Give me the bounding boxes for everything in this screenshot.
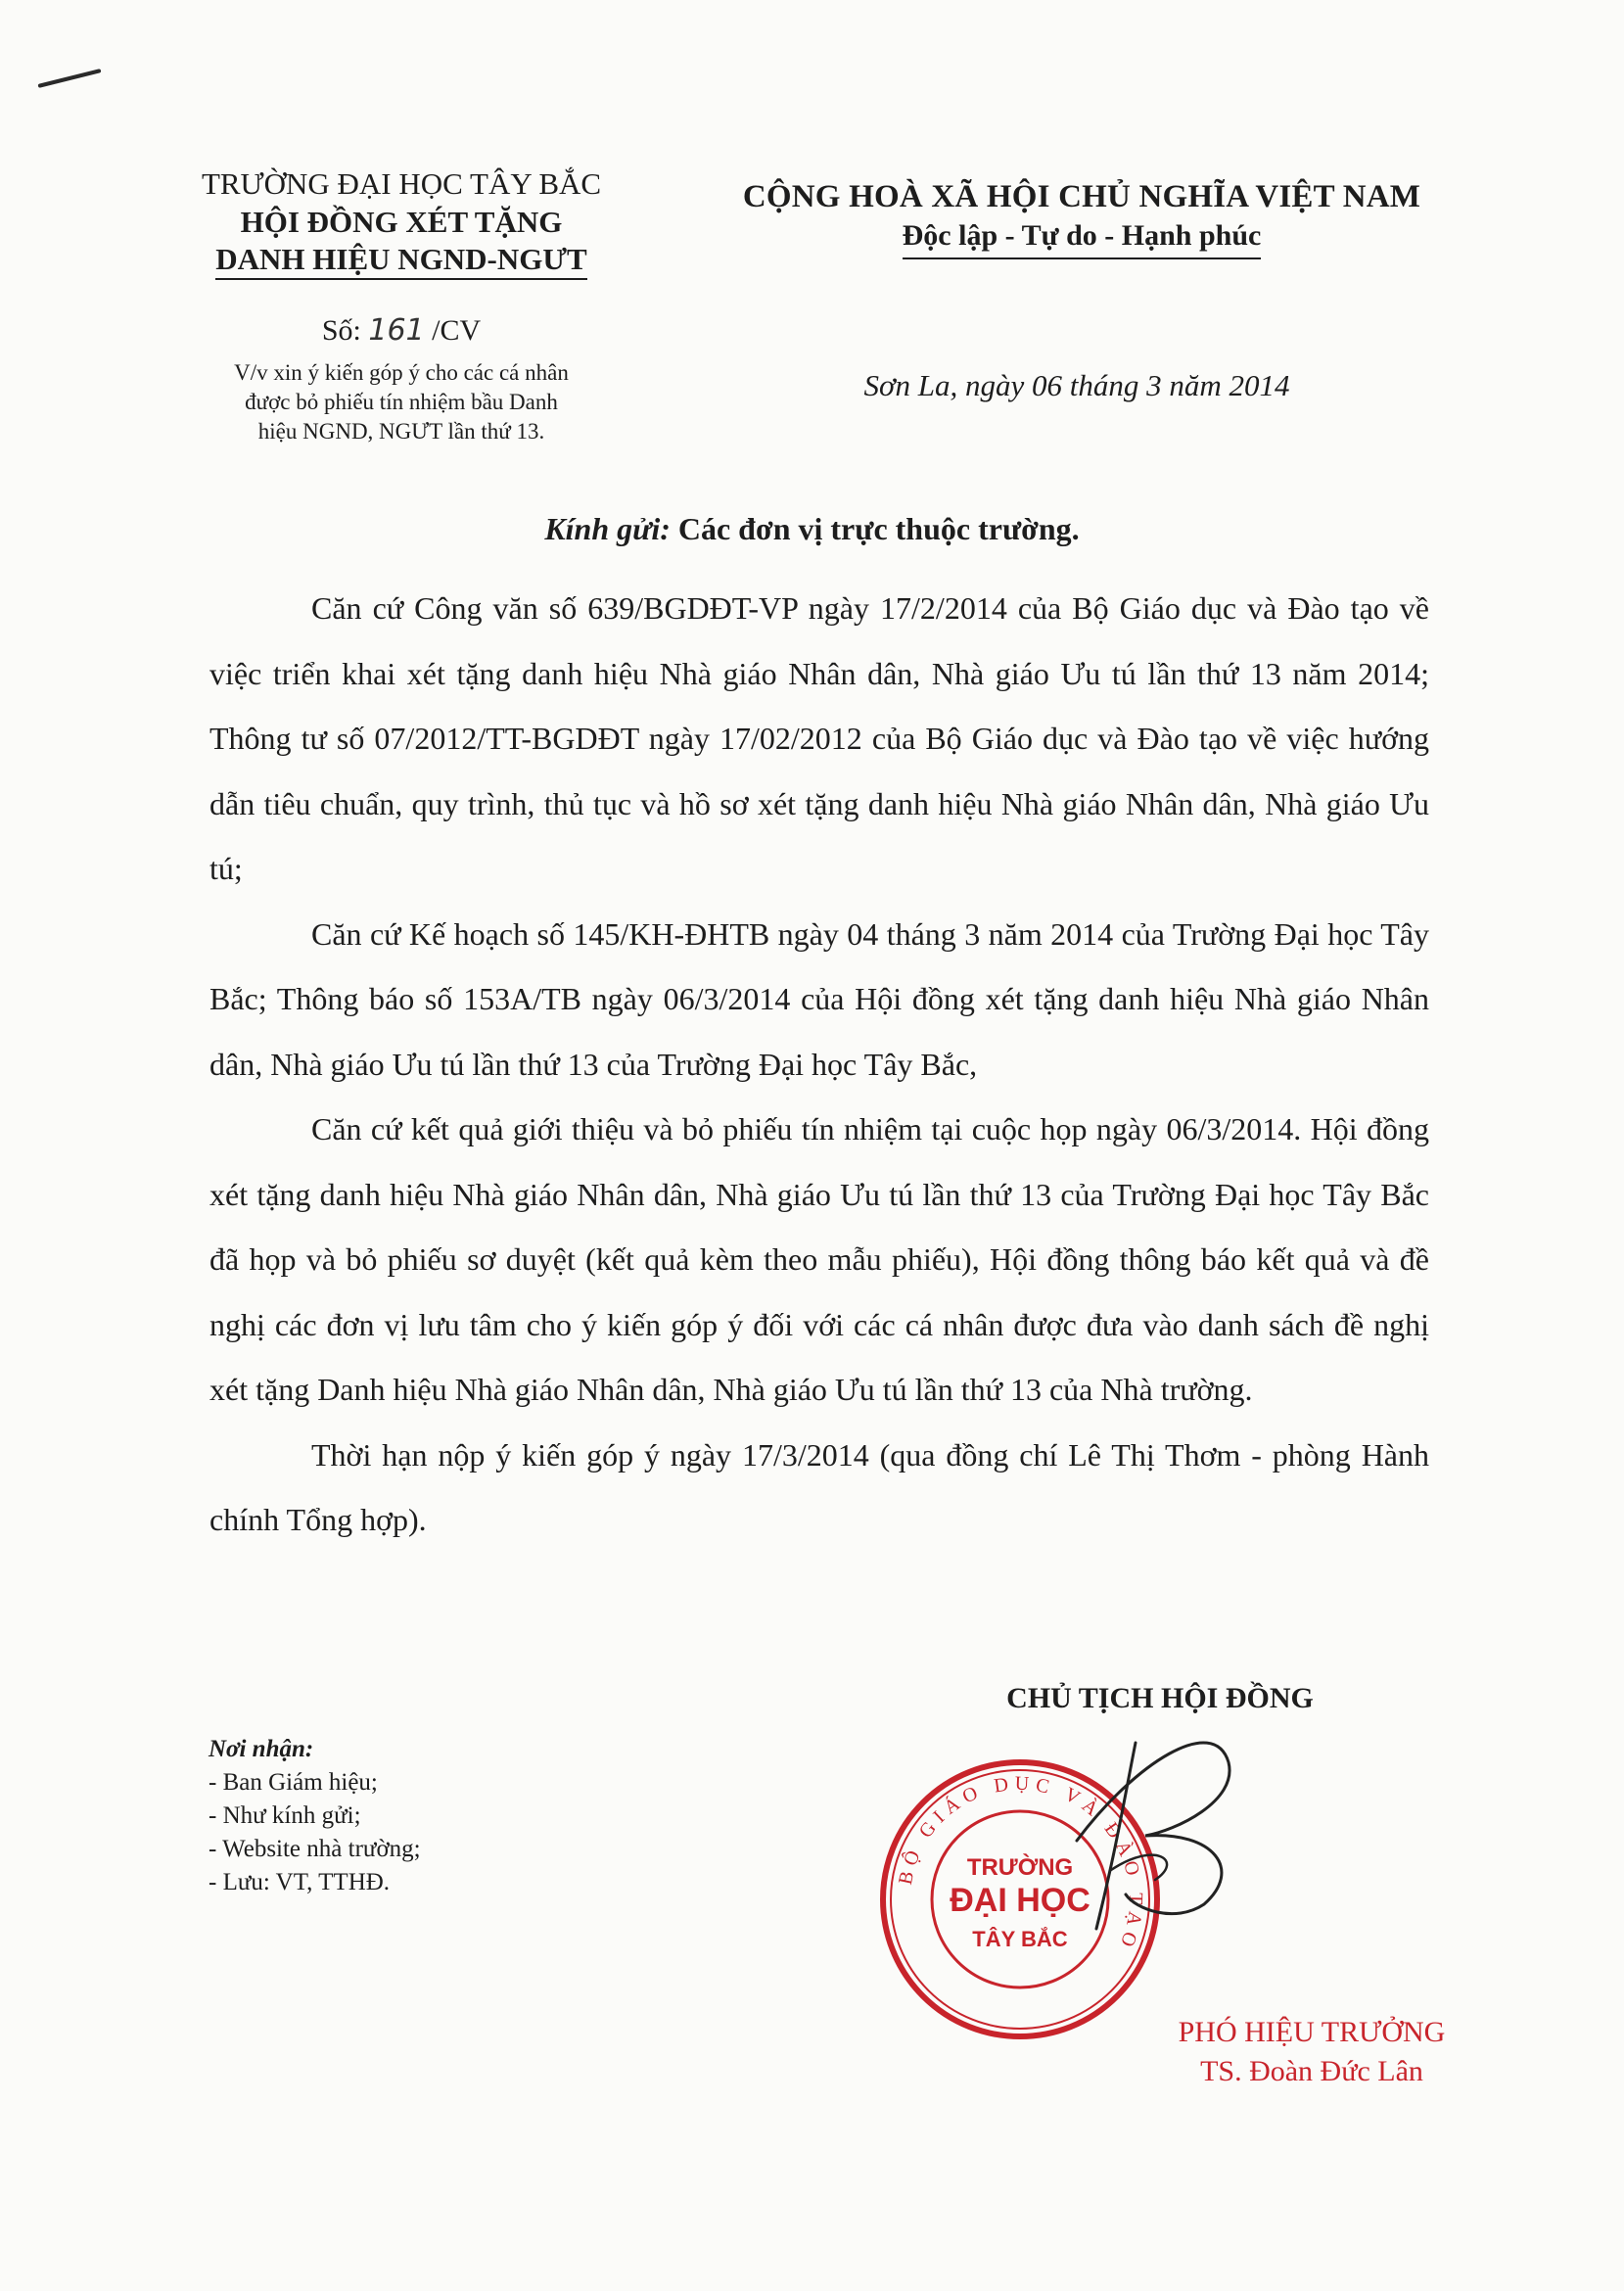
letter-body bbox=[209, 576, 1429, 1553]
issuer-header bbox=[147, 164, 656, 278]
recipient-text: Các đơn vị trực thuộc trường. bbox=[677, 511, 1080, 546]
body-paragraph: Thời hạn nộp ý kiến góp ý ngày 17/3/2014 (qua đồng chí Lê Thị Thơm - phòng Hành chính Tổng hợp). bbox=[209, 1436, 1429, 1537]
recipient-label: Kính gửi: bbox=[544, 511, 671, 546]
distribution-item: - Ban Giám hiệu; bbox=[209, 1769, 378, 1796]
council-name-line1: HỘI ĐỒNG XÉT TẶNG bbox=[240, 205, 563, 239]
distribution-item: - Website nhà trường; bbox=[209, 1836, 421, 1862]
stamped-signatory bbox=[1126, 2013, 1498, 2091]
distribution-items bbox=[209, 1766, 698, 1899]
seal-line3: TÂY BẮC bbox=[972, 1927, 1068, 1951]
subject-line: V/v xin ý kiến góp ý cho các cá nhân bbox=[234, 360, 569, 385]
number-label: Số: bbox=[321, 314, 361, 347]
stamp-name: TS. Đoàn Đức Lân bbox=[1200, 2055, 1423, 2087]
seal-ring-text: BỘ GIÁO DỤC VÀ ĐÀO TẠO bbox=[894, 1772, 1147, 1955]
place-date: Sơn La, ngày 06 tháng 3 năm 2014 bbox=[863, 368, 1290, 402]
subject-line: được bỏ phiếu tín nhiệm bầu Danh bbox=[245, 390, 558, 414]
national-header bbox=[729, 176, 1434, 259]
distribution-item: - Lưu: VT, TTHĐ. bbox=[209, 1869, 391, 1895]
signer-title: CHỦ TỊCH HỘI ĐỒNG bbox=[1006, 1682, 1314, 1714]
seal-line2: ĐẠI HỌC bbox=[950, 1882, 1090, 1919]
seal-line1: TRƯỜNG bbox=[966, 1854, 1074, 1881]
recipient-line bbox=[0, 511, 1624, 547]
body-paragraph: Căn cứ kết quả giới thiệu và bỏ phiếu tín nhiệm tại cuộc họp ngày 06/3/2014. Hội đồng xét tặng danh hiệu Nhà giáo Nhân dân, Nhà giáo Ưu tú lần thứ 13 của Trường Đại học Tây Bắc đã họp và bỏ phiếu sơ duyệt (kết quả kèm theo mẫu phiếu), Hội đồng thông báo kết quả và đề nghị các đơn vị lưu tâm cho ý kiến góp ý đối với các cá nhân được đưa vào danh sách đề nghị xét tặng Danh hiệu Nhà giáo Nhân dân, Nhà giáo Ưu tú lần thứ 13 của Nhà trường. bbox=[209, 1111, 1429, 1407]
pen-mark bbox=[37, 69, 101, 88]
document-number bbox=[147, 313, 656, 348]
body-paragraph: Căn cứ Công văn số 639/BGDĐT-VP ngày 17/2/2014 của Bộ Giáo dục và Đào tạo về việc triển khai xét tặng danh hiệu Nhà giáo Nhân dân, Nhà giáo Ưu tú lần thứ 13 năm 2014; Thông tư số 07/2012/TT-BGDĐT ngày 17/02/2012 của Bộ Giáo dục và Đào tạo về việc hướng dẫn tiêu chuẩn, quy trình, thủ tục và hồ sơ xét tặng danh hiệu Nhà giáo Nhân dân, Nhà giáo Ưu tú; bbox=[209, 590, 1429, 886]
subject-line: hiệu NGND, NGƯT lần thứ 13. bbox=[257, 419, 545, 444]
council-name-line2: DANH HIỆU NGND-NGƯT bbox=[147, 241, 656, 278]
document-subject bbox=[147, 358, 656, 446]
body-paragraph: Căn cứ Kế hoạch số 145/KH-ĐHTB ngày 04 tháng 3 năm 2014 của Trường Đại học Tây Bắc; Thông báo số 153A/TB ngày 06/3/2014 của Hội đồng xét tặng danh hiệu Nhà giáo Nhân dân, Nhà giáo Ưu tú lần thứ 13 của Trường Đại học Tây Bắc, bbox=[209, 915, 1429, 1082]
number-suffix: /CV bbox=[432, 314, 482, 347]
distribution-title: Nơi nhận: bbox=[209, 1736, 314, 1762]
republic-name: CỘNG HOÀ XÃ HỘI CHỦ NGHĨA VIỆT NAM bbox=[742, 179, 1421, 214]
distribution-item: - Như kính gửi; bbox=[209, 1802, 361, 1829]
stamp-role: PHÓ HIỆU TRƯỞNG bbox=[1178, 2016, 1446, 2048]
number-handwritten: 161 bbox=[368, 313, 425, 348]
distribution-list bbox=[209, 1733, 698, 1899]
university-name: TRƯỜNG ĐẠI HỌC TÂY BẮC bbox=[201, 166, 602, 201]
national-motto: Độc lập - Tự do - Hạnh phúc bbox=[903, 217, 1262, 259]
handwritten-signature-icon bbox=[1018, 1723, 1273, 1948]
